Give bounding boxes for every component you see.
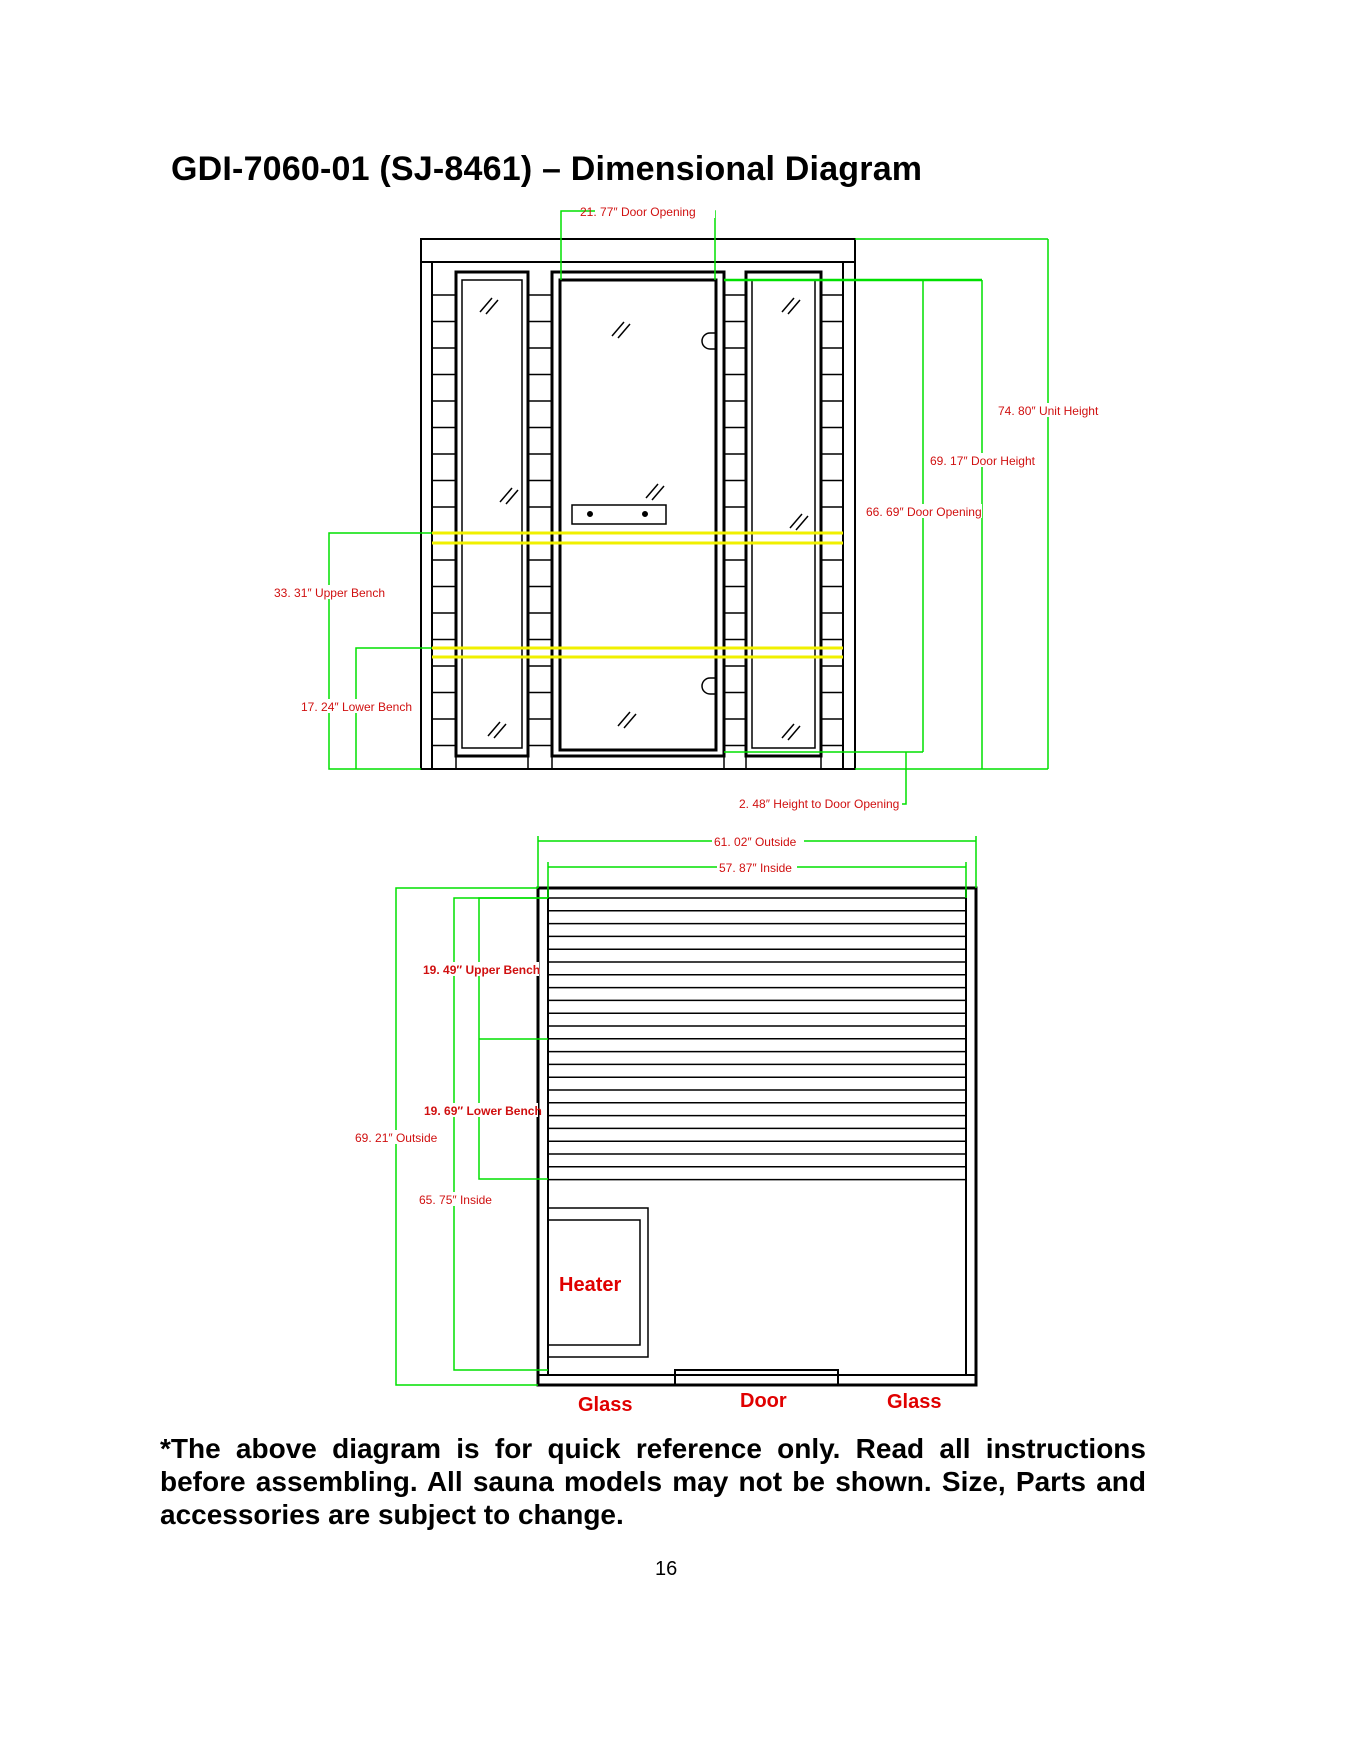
bench-slats: [548, 898, 966, 1180]
glass-right-label: Glass: [887, 1391, 942, 1413]
door: [552, 272, 724, 756]
wall-bricks: [432, 272, 843, 769]
page-title: GDI-7060-01 (SJ-8461) – Dimensional Diagram: [171, 150, 923, 188]
outside-depth-label: 69. 21″ Outside: [355, 1131, 438, 1145]
top-view: [538, 888, 976, 1385]
door-opening-height-label: 66. 69″ Door Opening: [866, 505, 982, 519]
handle-screw: [588, 512, 592, 516]
right-glass-inner: [752, 280, 815, 748]
top-lower-bench-label: 19. 69″ Lower Bench: [424, 1104, 542, 1118]
inside-depth-label: 65. 75″ Inside: [419, 1193, 492, 1207]
inside-width-label: 57. 87″ Inside: [719, 861, 792, 875]
door-glass: [560, 280, 716, 750]
glass-left-label: Glass: [578, 1394, 633, 1416]
handle-screw: [643, 512, 647, 516]
left-glass-inner: [462, 280, 522, 748]
outside-width-label: 61. 02″ Outside: [714, 835, 797, 849]
door-top: [675, 1370, 838, 1385]
front-lower-bench-label: 17. 24″ Lower Bench: [301, 700, 412, 714]
top-upper-bench-label: 19. 49″ Upper Bench: [423, 963, 541, 977]
right-glass-panel: [746, 272, 821, 756]
top-cap: [421, 239, 855, 262]
hinge-icon: [702, 678, 716, 694]
door-height-label: 69. 17″ Door Height: [930, 454, 1035, 468]
bench-markers: [432, 533, 843, 657]
unit-height-label: 74. 80″ Unit Height: [998, 404, 1099, 418]
door-label: Door: [740, 1390, 787, 1412]
heater-label: Heater: [559, 1274, 622, 1296]
page-number: 16: [655, 1558, 678, 1580]
unit-outline: [421, 239, 855, 769]
hinge-icon: [702, 333, 716, 349]
front-upper-bench-label: 33. 31″ Upper Bench: [274, 586, 385, 600]
door-opening-width-label: 21. 77″ Door Opening: [580, 205, 696, 219]
left-glass-panel: [456, 272, 528, 756]
height-to-door-opening-label: 2. 48″ Height to Door Opening: [739, 797, 900, 811]
footnote: *The above diagram is for quick reference only. Read all instructions before assembling. All sauna models may not be shown. Size, Parts and accessories are subject to change.: [160, 1433, 1146, 1530]
door-handle: [572, 505, 666, 524]
front-elevation: [421, 239, 855, 769]
